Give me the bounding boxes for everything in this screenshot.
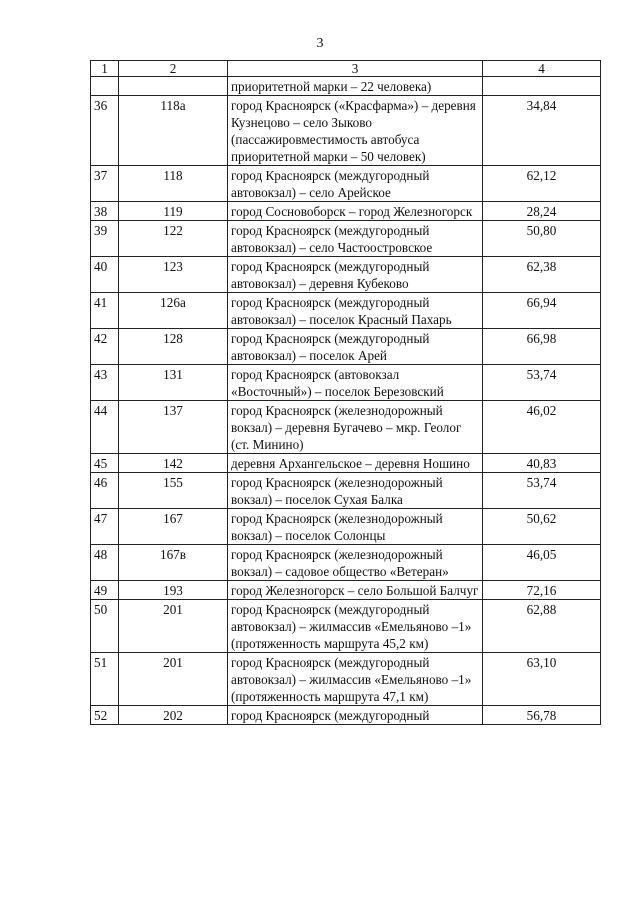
route-description-cell: город Красноярск (железнодорожный вокзал) – садовое общество «Ветеран» xyxy=(228,545,483,581)
row-number-cell: 52 xyxy=(91,706,119,725)
cost-cell: 34,84 xyxy=(483,96,601,166)
row-number-cell: 37 xyxy=(91,166,119,202)
route-description-cell: город Красноярск (автовокзал «Восточный») – поселок Березовский xyxy=(228,365,483,401)
route-number-cell: 118 xyxy=(119,166,228,202)
route-number-cell: 155 xyxy=(119,473,228,509)
route-number-cell: 122 xyxy=(119,221,228,257)
route-description-cell: город Красноярск (междугородный xyxy=(228,706,483,725)
table-row xyxy=(91,545,601,581)
row-number-cell: 43 xyxy=(91,365,119,401)
row-number-cell: 50 xyxy=(91,600,119,653)
route-number-cell: 193 xyxy=(119,581,228,600)
table-row xyxy=(91,329,601,365)
cost-cell: 50,62 xyxy=(483,509,601,545)
table-row xyxy=(91,365,601,401)
row-number-cell: 39 xyxy=(91,221,119,257)
table-header-row xyxy=(91,61,601,77)
row-number-cell: 46 xyxy=(91,473,119,509)
row-number-cell: 38 xyxy=(91,202,119,221)
route-description-cell: город Красноярск (междугородный автовокзал) – село Частоостровское xyxy=(228,221,483,257)
route-description-cell: город Красноярск («Красфарма») – деревня Кузнецово – село Зыково (пассажировместимость автобуса приоритетной марки – 50 человек) xyxy=(228,96,483,166)
row-number-cell: 51 xyxy=(91,653,119,706)
row-number-cell: 45 xyxy=(91,454,119,473)
route-number-cell: 137 xyxy=(119,401,228,454)
column-header-4: 4 xyxy=(483,61,601,77)
table-row xyxy=(91,706,601,725)
table-row xyxy=(91,293,601,329)
route-description-cell: город Красноярск (междугородный автовокзал) – поселок Красный Пахарь xyxy=(228,293,483,329)
row-number-cell: 41 xyxy=(91,293,119,329)
table-row xyxy=(91,77,601,96)
table-row xyxy=(91,581,601,600)
route-number-cell: 128 xyxy=(119,329,228,365)
column-header-1: 1 xyxy=(91,61,119,77)
route-description-cell: город Красноярск (железнодорожный вокзал) – поселок Сухая Балка xyxy=(228,473,483,509)
row-number-cell: 42 xyxy=(91,329,119,365)
row-number-cell: 48 xyxy=(91,545,119,581)
cost-cell: 62,88 xyxy=(483,600,601,653)
cost-cell: 46,05 xyxy=(483,545,601,581)
route-description-cell: город Железногорск – село Большой Балчуг xyxy=(228,581,483,600)
route-description-cell: город Красноярск (железнодорожный вокзал) – поселок Солонцы xyxy=(228,509,483,545)
table-row xyxy=(91,166,601,202)
route-description-cell: город Красноярск (железнодорожный вокзал) – деревня Бугачево – мкр. Геолог (ст. Минино) xyxy=(228,401,483,454)
table-row xyxy=(91,454,601,473)
route-description-cell: город Красноярск (междугородный автовокзал) – село Арейское xyxy=(228,166,483,202)
route-number-cell xyxy=(119,77,228,96)
route-description-cell: город Красноярск (междугородный автовокзал) – жилмассив «Емельяново –1» (протяженность маршрута 45,2 км) xyxy=(228,600,483,653)
cost-cell: 53,74 xyxy=(483,473,601,509)
cost-cell: 56,78 xyxy=(483,706,601,725)
route-number-cell: 201 xyxy=(119,653,228,706)
cost-cell: 53,74 xyxy=(483,365,601,401)
table-row xyxy=(91,509,601,545)
cost-cell: 62,38 xyxy=(483,257,601,293)
route-description-cell: город Красноярск (междугородный автовокзал) – деревня Кубеково xyxy=(228,257,483,293)
table-row xyxy=(91,96,601,166)
table-row xyxy=(91,473,601,509)
cost-cell: 66,94 xyxy=(483,293,601,329)
row-number-cell: 36 xyxy=(91,96,119,166)
route-number-cell: 118а xyxy=(119,96,228,166)
route-description-cell: город Красноярск (междугородный автовокзал) – поселок Арей xyxy=(228,329,483,365)
table-row xyxy=(91,202,601,221)
table-row xyxy=(91,600,601,653)
route-number-cell: 202 xyxy=(119,706,228,725)
route-number-cell: 167 xyxy=(119,509,228,545)
cost-cell: 40,83 xyxy=(483,454,601,473)
cost-cell: 72,16 xyxy=(483,581,601,600)
row-number-cell xyxy=(91,77,119,96)
route-number-cell: 131 xyxy=(119,365,228,401)
row-number-cell: 44 xyxy=(91,401,119,454)
route-number-cell: 201 xyxy=(119,600,228,653)
page-number: 3 xyxy=(316,36,324,51)
cost-cell: 62,12 xyxy=(483,166,601,202)
routes-table xyxy=(90,60,601,725)
route-description-cell: приоритетной марки – 22 человека) xyxy=(228,77,483,96)
route-number-cell: 142 xyxy=(119,454,228,473)
cost-cell: 50,80 xyxy=(483,221,601,257)
table-row xyxy=(91,653,601,706)
table-row xyxy=(91,221,601,257)
route-number-cell: 167в xyxy=(119,545,228,581)
route-number-cell: 123 xyxy=(119,257,228,293)
route-description-cell: деревня Архангельское – деревня Ношино xyxy=(228,454,483,473)
column-header-3: 3 xyxy=(228,61,483,77)
route-number-cell: 126а xyxy=(119,293,228,329)
route-number-cell: 119 xyxy=(119,202,228,221)
row-number-cell: 40 xyxy=(91,257,119,293)
table-row xyxy=(91,401,601,454)
cost-cell: 66,98 xyxy=(483,329,601,365)
row-number-cell: 47 xyxy=(91,509,119,545)
cost-cell: 28,24 xyxy=(483,202,601,221)
row-number-cell: 49 xyxy=(91,581,119,600)
route-description-cell: город Сосновоборск – город Железногорск xyxy=(228,202,483,221)
route-description-cell: город Красноярск (междугородный автовокзал) – жилмассив «Емельяново –1» (протяженность маршрута 47,1 км) xyxy=(228,653,483,706)
cost-cell xyxy=(483,77,601,96)
cost-cell: 46,02 xyxy=(483,401,601,454)
table-row xyxy=(91,257,601,293)
column-header-2: 2 xyxy=(119,61,228,77)
cost-cell: 63,10 xyxy=(483,653,601,706)
